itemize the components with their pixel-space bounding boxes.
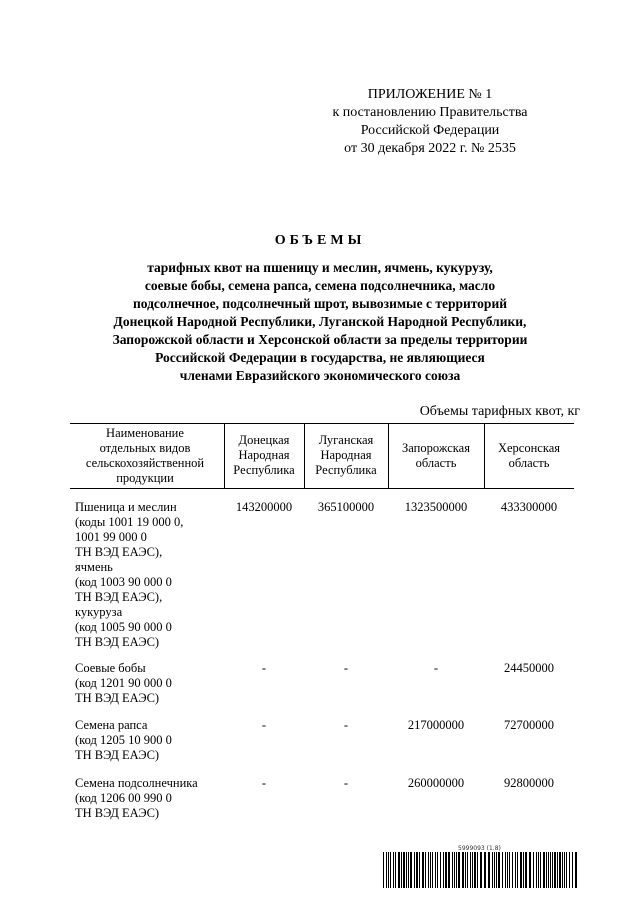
- table-cell: 217000000: [407, 718, 465, 732]
- units-label: Объемы тарифных квот, кг: [419, 404, 580, 419]
- row-name-line: ТН ВЭД ЕАЭС): [75, 691, 160, 705]
- row-name-line: (код 1201 90 000 0: [75, 676, 172, 690]
- row-name-line: (коды 1001 19 000 0,: [75, 515, 184, 529]
- header-text: Луганская: [318, 433, 374, 447]
- barcode-icon: [383, 852, 579, 888]
- subtitle-line: соевые бобы, семена рапса, семена подсолнечника, масло: [144, 278, 496, 293]
- header-text: продукции: [116, 470, 174, 485]
- row-name-line: (код 1003 90 000 0: [75, 575, 172, 589]
- row-name-line: кукуруза: [75, 605, 123, 619]
- row-name-line: ячмень: [75, 560, 113, 574]
- row-name-line: ТН ВЭД ЕАЭС): [75, 635, 160, 649]
- row-name-line: (код 1206 00 990 0: [75, 791, 172, 805]
- header-kherson: [484, 423, 574, 488]
- header-text: Запорожская: [402, 440, 470, 455]
- table-cell: -: [261, 776, 267, 790]
- header-text: Республика: [315, 463, 377, 477]
- row-name-line: ТН ВЭД ЕАЭС),: [75, 545, 163, 559]
- row-name-line: 1001 99 000 0: [75, 530, 147, 544]
- appendix-number: ПРИЛОЖЕНИЕ № 1: [367, 87, 493, 102]
- header-text: Наименование: [106, 425, 184, 440]
- table-cell: -: [261, 661, 267, 675]
- table-cell: -: [343, 718, 349, 732]
- header-text: Херсонская: [497, 440, 561, 455]
- header-text: область: [415, 455, 457, 470]
- table-cell: 72700000: [504, 718, 554, 732]
- header-text: Народная: [238, 448, 290, 462]
- header-text: Республика: [233, 463, 295, 477]
- row-name-line: Семена подсолнечника: [75, 776, 198, 790]
- table-header-border: [70, 488, 574, 489]
- header-text: сельскохозяйственной: [85, 455, 205, 470]
- row-name-line: Соевые бобы: [75, 661, 146, 675]
- table-row-name: [75, 718, 172, 763]
- appendix-gov: Российской Федерации: [360, 123, 500, 138]
- table-cell: 92800000: [504, 776, 554, 790]
- row-name-line: ТН ВЭД ЕАЭС): [75, 806, 160, 820]
- table-cell: -: [261, 718, 267, 732]
- table-row-name: [75, 776, 198, 821]
- header-text: Донецкая: [238, 433, 290, 447]
- appendix-ref: к постановлению Правительства: [332, 105, 528, 120]
- row-name-line: (код 1205 10 900 0: [75, 733, 172, 747]
- subtitle-line: членами Евразийского экономического союза: [179, 368, 461, 383]
- row-name-line: Пшеница и меслин: [75, 500, 177, 514]
- header-text: область: [508, 455, 550, 470]
- document-title: ОБЪЕМЫ: [274, 233, 366, 248]
- subtitle-line: подсолнечное, подсолнечный шрот, вывозимые с территорий: [132, 296, 508, 311]
- document-subtitle: [60, 259, 580, 385]
- header-lnr: [304, 423, 388, 488]
- table-cell: 260000000: [407, 776, 465, 790]
- appendix-block: [300, 86, 560, 158]
- appendix-date: от 30 декабря 2022 г. № 2535: [344, 141, 516, 156]
- table-cell: 365100000: [317, 500, 375, 514]
- row-name-line: Семена рапса: [75, 718, 148, 732]
- row-name-line: ТН ВЭД ЕАЭС),: [75, 590, 163, 604]
- table-cell: -: [343, 661, 349, 675]
- row-name-line: (код 1005 90 000 0: [75, 620, 172, 634]
- row-name-line: ТН ВЭД ЕАЭС): [75, 748, 160, 762]
- barcode-label: 5999093 (1.8): [458, 845, 501, 852]
- header-dnr: [224, 423, 304, 488]
- subtitle-line: тарифных квот на пшеницу и меслин, ячмень, кукурузу,: [147, 260, 493, 275]
- subtitle-line: Донецкой Народной Республики, Луганской Народной Республики,: [113, 314, 527, 329]
- table-cell: -: [433, 661, 439, 675]
- table-cell: 24450000: [504, 661, 554, 675]
- header-text: Народная: [320, 448, 372, 462]
- subtitle-line: Запорожской области и Херсонской области за пределы территории: [112, 332, 528, 347]
- table-cell: -: [343, 776, 349, 790]
- table-cell: 143200000: [235, 500, 293, 514]
- table-cell: 1323500000: [404, 500, 468, 514]
- table-row-name: [75, 661, 172, 706]
- header-text: отдельных видов: [99, 440, 191, 455]
- header-product: [70, 423, 220, 488]
- subtitle-line: Российской Федерации в государства, не являющиеся: [155, 350, 485, 365]
- table-cell: 433300000: [500, 500, 558, 514]
- table-row-name: [75, 500, 183, 650]
- header-zaporozhye: [388, 423, 484, 488]
